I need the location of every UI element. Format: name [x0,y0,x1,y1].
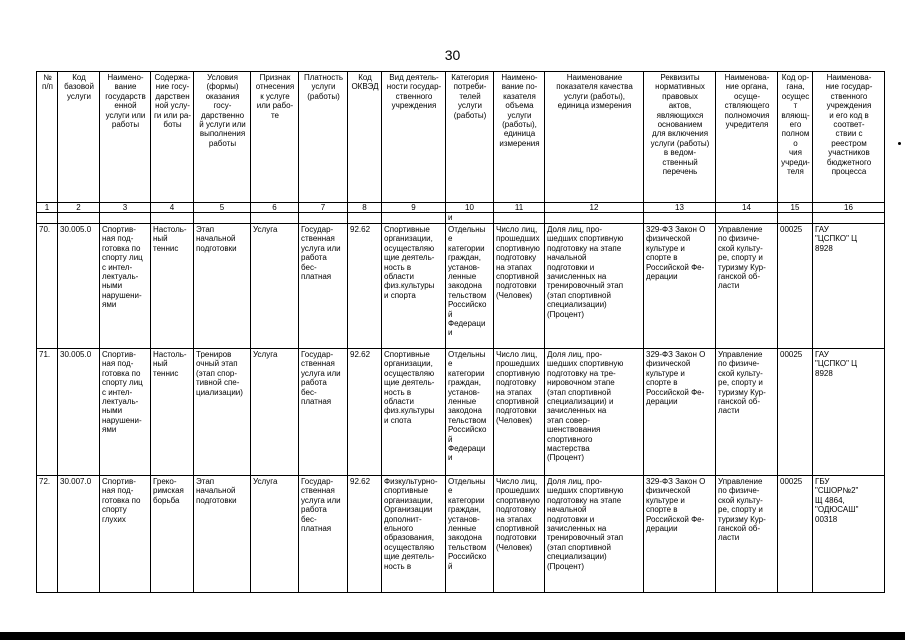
volume-indicator: Число лиц, прошедших спортивную подготовку на этапах спортивной подготовки (Человек) [494,224,545,349]
consumer-category: Отдельны е категории граждан, установ- ленные закодона тельством Российско й Федераци и [446,349,494,476]
header-cell: Признак отнесения к услуге или рабо- те [251,72,299,203]
service-conditions: Трениров очный этап (этап спор- тивной спе- циализации) [194,349,251,476]
row-number: 72. [37,476,58,593]
service-content: Настоль- ный теннис [151,349,194,476]
volume-indicator: Число лиц, прошедших спортивную подготовку на этапах спортивной подготовки (Человек) [494,476,545,593]
service-payment: Государ- ственная услуга или работа бес- платная [299,224,348,349]
column-number: 9 [382,203,446,213]
service-sign: Услуга [251,349,299,476]
institution: ГБУ "СШОР№2" Щ 4864, "ОДЮСАШ" 00318 [813,476,885,593]
page-number: 30 [444,47,461,63]
quality-indicator: Доля лиц, про- шедших спортивную подготовку на тре- нировочном этапе (этап спортивной специализации) и зачисленных на этап совер- шенствования спортивного мастерства (Процент) [545,349,644,476]
header-cell: Условия (формы) оказания госу- дарственно й услуги или выполнения работы [194,72,251,203]
scan-speck [898,142,901,145]
activity-type: Физкультурно- спортивные организации, Организации дополнит- ельного образования, осуществляю щие деятель- ность в [382,476,446,593]
carryover-text: и [446,213,494,224]
service-content: Настоль- ный теннис [151,224,194,349]
founder-organ: Управление по физиче- ской культу- ре, спорту и туризму Кур- ганской об- ласти [716,224,778,349]
header-row [37,72,885,203]
quality-indicator: Доля лиц, про- шедших спортивную подготовку на этапе начальной подготовки и зачисленных на тренировочный этап (этап спортивной специализации) (Процент) [545,476,644,593]
header-cell: Наименова- ние органа, осуще- ствляющего полномочия учредителя [716,72,778,203]
service-payment: Государ- ственная услуга или работа бес- платная [299,476,348,593]
header-cell: Наимено- вание по- казателя объема услуги (работы), единица измерения [494,72,545,203]
scan-bottom-edge [0,632,905,640]
column-number: 16 [813,203,885,213]
okved-code: 92.62 [348,224,382,349]
founder-organ-code: 00025 [778,349,813,476]
founder-organ-code: 00025 [778,476,813,593]
header-cell: Наименование показателя качества услуги (работы), единица измерения [545,72,644,203]
okved-code: 92.62 [348,476,382,593]
institution: ГАУ "ЦСПКО" Ц 8928 [813,349,885,476]
carryover-row [37,213,885,224]
header-cell: Содержа- ние госу- дарствен ной услу- ги или ра- боты [151,72,194,203]
header-cell: Платность услуги (работы) [299,72,348,203]
legal-acts: 329-ФЗ Закон О физической культуре и спорте в Российской Фе- дерации [644,476,716,593]
header-cell: № п/п [37,72,58,203]
service-payment: Государ- ственная услуга или работа бес- платная [299,349,348,476]
column-number: 12 [545,203,644,213]
column-number: 14 [716,203,778,213]
service-content: Греко- римская борьба [151,476,194,593]
service-name: Спортив- ная под- готовка по спорту глухих [100,476,151,593]
service-conditions: Этап начальной подготовки [194,224,251,349]
founder-organ: Управление по физиче- ской культу- ре, спорту и туризму Кур- ганской об- ласти [716,476,778,593]
quality-indicator: Доля лиц, про- шедших спортивную подготовку на этапе начальной подготовки и зачисленных на тренировочный этап (этап спортивной специализации) (Процент) [545,224,644,349]
header-cell: Код базовой услуги [58,72,100,203]
header-cell: Наимено- вание государств енной услуги или работы [100,72,151,203]
table-row [37,224,885,349]
service-sign: Услуга [251,224,299,349]
consumer-category: Отдельны е категории граждан, установ- ленные закодона тельством Российско й Федераци и [446,224,494,349]
activity-type: Спортивные организации, осуществляю щие деятель- ность в области физ.культуры и спорта [382,224,446,349]
column-number: 2 [58,203,100,213]
service-code: 30.005.0 [58,349,100,476]
header-cell: Наименова- ние государ- ственного учреждения и его код в соответ- ствии с реестром участников бюджетного процесса [813,72,885,203]
activity-type: Спортивные организации, осуществляю щие деятель- ность в области физ.культуры и спота [382,349,446,476]
column-number: 10 [446,203,494,213]
column-number: 8 [348,203,382,213]
row-number: 70. [37,224,58,349]
column-number: 7 [299,203,348,213]
column-number: 1 [37,203,58,213]
column-number: 15 [778,203,813,213]
legal-acts: 329-ФЗ Закон О физической культуре и спорте в Российской Фе- дерации [644,224,716,349]
header-cell: Реквизиты нормативных правовых актов, являющихся основанием для включения услуги (работы) в ведом- ственный перечень [644,72,716,203]
row-number: 71. [37,349,58,476]
service-code: 30.005.0 [58,224,100,349]
founder-organ-code: 00025 [778,224,813,349]
column-number: 5 [194,203,251,213]
legal-acts: 329-ФЗ Закон О физической культуре и спорте в Российской Фе- дерации [644,349,716,476]
service-name: Спортив- ная под- готовка по спорту лиц с интел- лектуаль- ными нарушени- ями [100,224,151,349]
column-number: 11 [494,203,545,213]
column-number-row [37,203,885,213]
services-register-table [36,71,885,593]
table-row [37,349,885,476]
service-conditions: Этап начальной подготовки [194,476,251,593]
okved-code: 92.62 [348,349,382,476]
header-cell: Код ор- гана, осущест вляющ- его полномо чия учреди- теля [778,72,813,203]
header-cell: Код ОКВЭД [348,72,382,203]
header-cell: Категория потреби- телей услуги (работы) [446,72,494,203]
column-number: 3 [100,203,151,213]
header-cell: Вид деятель- ности государ- ственного учреждения [382,72,446,203]
table-row [37,476,885,593]
service-sign: Услуга [251,476,299,593]
column-number: 6 [251,203,299,213]
consumer-category: Отдельны е категории граждан, установ- ленные закодона тельством Российско й [446,476,494,593]
service-code: 30.007.0 [58,476,100,593]
founder-organ: Управление по физиче- ской культу- ре, спорту и туризму Кур- ганской об- ласти [716,349,778,476]
volume-indicator: Число лиц, прошедших спортивную подготовку на этапах спортивной подготовки (Человек) [494,349,545,476]
column-number: 13 [644,203,716,213]
column-number: 4 [151,203,194,213]
institution: ГАУ "ЦСПКО" Ц 8928 [813,224,885,349]
service-name: Спортив- ная под- готовка по спорту лиц с интел- лектуаль- ными нарушени- ями [100,349,151,476]
